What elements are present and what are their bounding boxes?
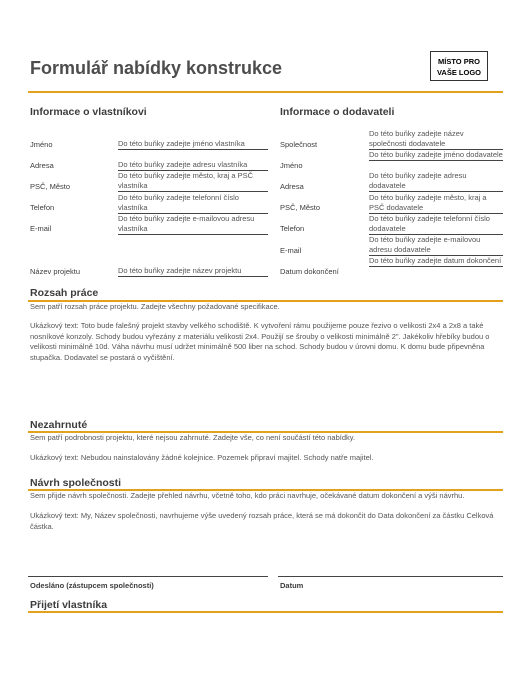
supplier-company-label: Společnost xyxy=(280,140,318,149)
excluded-example[interactable]: Ukázkový text: Nebudou nainstalovány žádné kolejnice. Pozemek připraví majitel. Schody natře majitel. xyxy=(30,453,374,462)
supplier-phone-label: Telefon xyxy=(280,224,305,233)
supplier-company-field[interactable]: Do této buňky zadejte název společnosti dodavatele xyxy=(369,129,503,150)
owner-phone-label: Telefon xyxy=(30,203,55,212)
signature-date-line[interactable] xyxy=(278,576,503,577)
owner-zip-label: PSČ, Město xyxy=(30,182,71,191)
supplier-email-field[interactable]: Do této buňky zadejte e-mailovou adresu dodavatele xyxy=(369,235,503,256)
acceptance-heading: Přijetí vlastníka xyxy=(30,599,108,611)
owner-phone-field[interactable]: Do této buňky zadejte telefonní číslo vlastníka xyxy=(118,193,268,214)
supplier-name-label: Jméno xyxy=(280,161,303,170)
scope-heading: Rozsah práce xyxy=(30,287,99,299)
scope-example[interactable]: Ukázkový text: Toto bude falešný projekt stavby velkého schodiště. K vytvoření rámu použijeme pouze řezivo o velikosti 2x4 a 2x8 a také nosníkové konzoly. Schody budou vyřezány z materiálu velikosti 2x4. Použijí se šrouby o velikosti minimálně 2". Jakékoliv hřebíky budou o velikosti minimálně 10d. Váha návrhu musí udržet minimálně 500 liber na schod. Schody budou v úrovni domu. K domu bude připevněna stupačka. Dodavatel se postará o vyčištění. xyxy=(30,321,490,362)
supplier-name-field[interactable]: Do této buňky zadejte jméno dodavatele xyxy=(369,150,503,159)
page-title: Formulář nabídky konstrukce xyxy=(30,58,283,78)
supplier-address-field[interactable]: Do této buňky zadejte adresu dodavatele xyxy=(369,171,503,192)
supplier-zip-label: PSČ, Město xyxy=(280,203,321,212)
excluded-heading: Nezahrnuté xyxy=(30,419,88,431)
owner-address-field[interactable]: Do této buňky zadejte adresu vlastníka xyxy=(118,160,268,171)
supplier-address-label: Adresa xyxy=(280,182,304,191)
supplier-email-label: E-mail xyxy=(280,246,302,255)
signature-date-label: Datum xyxy=(280,581,304,590)
owner-email-field[interactable]: Do této buňky zadejte e-mailovou adresu vlastníka xyxy=(118,214,268,235)
supplier-zip-field[interactable]: Do této buňky zadejte město, kraj a PSČ dodavatele xyxy=(369,193,503,214)
completion-date-label: Datum dokončení xyxy=(280,267,339,276)
project-name-field[interactable]: Do této buňky zadejte název projektu xyxy=(118,266,268,277)
owner-address-label: Adresa xyxy=(30,161,54,170)
owner-name-label: Jméno xyxy=(30,140,53,149)
acceptance-divider xyxy=(28,611,503,613)
logo-line-2: VAŠE LOGO xyxy=(436,68,482,77)
signature-line[interactable] xyxy=(28,576,268,577)
logo-line-1: MÍSTO PRO xyxy=(438,57,480,66)
proposal-hint[interactable]: Sem přijde návrh společnosti. Zadejte přehled návrhu, včetně toho, kdo práci navrhuje, očekávané datum dokončení a výši návrhu. xyxy=(30,491,465,500)
owner-zip-field[interactable]: Do této buňky zadejte město, kraj a PSČ vlastníka xyxy=(118,171,268,192)
proposal-example[interactable]: Ukázkový text: My, Název společnosti, navrhujeme výše uvedený rozsah práce, která se má dokončit do Data dokončení za částku Celková částka. xyxy=(30,511,494,531)
project-name-label: Název projektu xyxy=(30,267,81,276)
owner-email-label: E-mail xyxy=(30,224,52,233)
completion-date-field[interactable]: Do této buňky zadejte datum dokončení xyxy=(369,256,502,265)
logo-placeholder xyxy=(430,51,488,81)
supplier-phone-field[interactable]: Do této buňky zadejte telefonní číslo dodavatele xyxy=(369,214,503,235)
owner-name-field[interactable]: Do této buňky zadejte jméno vlastníka xyxy=(118,139,268,150)
sent-by-label: Odesláno (zástupcem společnosti) xyxy=(30,581,154,590)
supplier-heading: Informace o dodavateli xyxy=(280,106,395,118)
excluded-hint[interactable]: Sem patří podrobnosti projektu, které nejsou zahrnuté. Zadejte vše, co není součástí této nabídky. xyxy=(30,433,356,442)
scope-hint[interactable]: Sem patří rozsah práce projektu. Zadejte všechny požadované specifikace. xyxy=(30,302,280,311)
owner-heading: Informace o vlastníkovi xyxy=(30,106,147,118)
proposal-heading: Návrh společnosti xyxy=(30,477,122,489)
header-divider xyxy=(28,91,503,93)
